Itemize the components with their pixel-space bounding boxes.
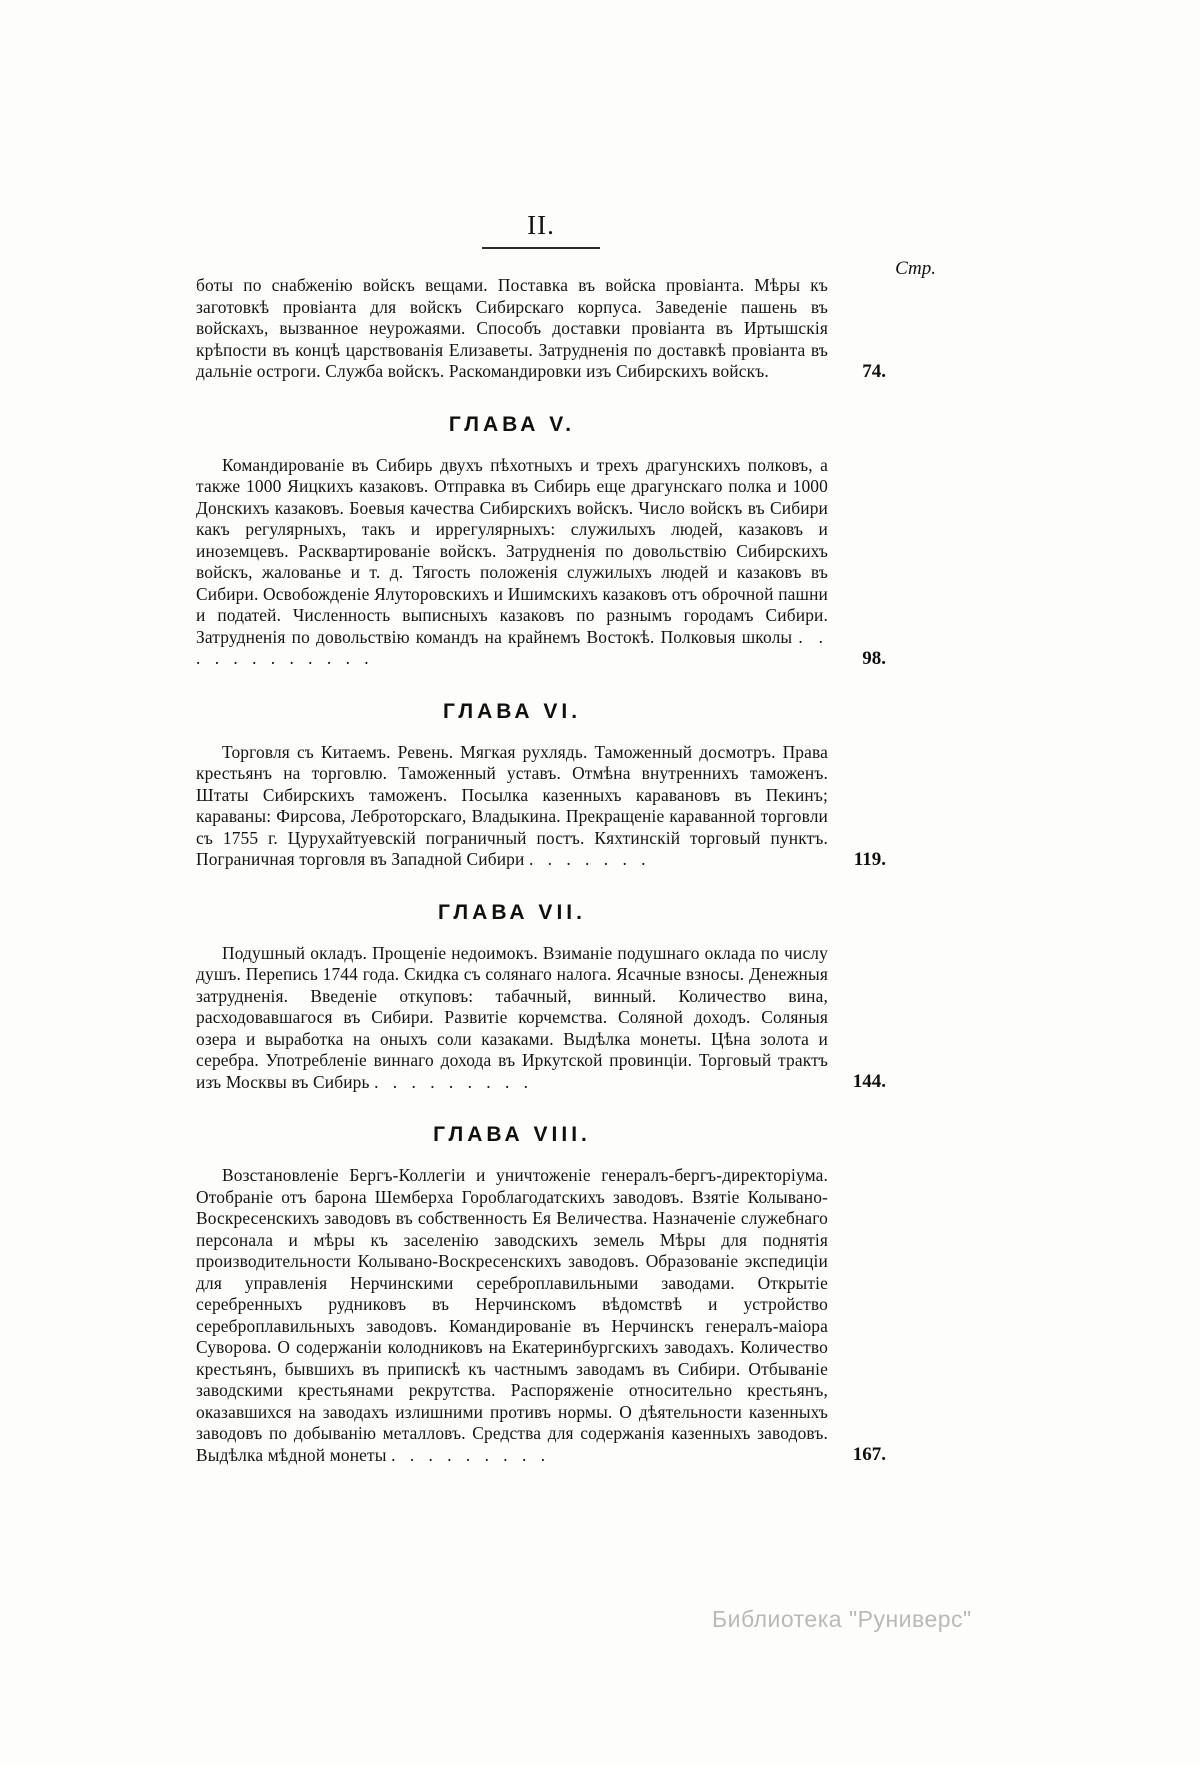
toc-entry-page-number: 144. — [852, 1071, 886, 1092]
toc-entry-text — [196, 943, 886, 1094]
toc-entry-page-number: 119. — [853, 848, 886, 870]
toc-entry-description: Торговля съ Китаемъ. Ревень. Мягкая рухлядь. Таможенный досмотръ. Права крестьянъ на торговлю. Таможенный уставъ. Отмѣна внутреннихъ таможенъ. Штаты Сибирскихъ таможенъ. Посылка казенныхъ каравановъ въ Пекинъ; караваны: Фирсова, Леброторскаго, Владыкина. Прекращеніе караванной торговли съ 1755 г. Цурухайтуевскій пограничный постъ. Кяхтинскій торговый пунктъ. Пограничная торговля въ Западной Сибири — [196, 741, 828, 869]
toc-entry-text — [196, 1165, 886, 1466]
leader-dots: . . . . . . . . . — [391, 1444, 551, 1465]
column-header-page: Стр. — [895, 258, 936, 279]
toc-entry-page-number: 98. — [862, 647, 886, 669]
toc-entry-chapter-7 — [196, 943, 886, 1094]
table-of-contents — [196, 210, 936, 1476]
toc-entry-continued — [196, 275, 886, 383]
toc-entry-chapter-6 — [196, 742, 886, 871]
leader-dots: . . . . . . . . . . . . — [196, 626, 828, 668]
part-number: II. — [527, 210, 555, 240]
toc-entry-description: Подушный окладъ. Прощеніе недоимокъ. Взиманіе подушнаго оклада по числу душъ. Перепись 1744 года. Скидка съ солянаго налога. Ясачные взносы. Денежныя затрудненія. Введеніе откуповъ: табачный, винный. Количество вина, расходовавшагося въ Сибири. Развитіе корчемства. Соляной доходъ. Соляныя озера и выработка на оныхъ соли казаками. Выдѣлка монеты. Цѣна золота и серебра. Употребленіе виннаго дохода въ Иркутской провинціи. Торговый трактъ изъ Москвы въ Сибирь — [196, 942, 828, 1092]
toc-entry-text — [196, 455, 886, 670]
toc-entry-text — [196, 742, 886, 871]
toc-entry-description: боты по снабженію войскъ вещами. Поставка въ войска провіанта. Мѣры къ заготовкѣ провіанта для войскъ Сибирскаго корпуса. Заведеніе пашень въ войскахъ, вызванное неурожаями. Способъ доставки провіанта въ Иртышскія крѣпости въ концѣ царствованія Елизаветы. Затрудненія по доставкѣ провіанта въ дальніе остроги. Служба войскъ. Раскомандировки изъ Сибирскихъ войскъ — [196, 275, 828, 381]
chapter-heading-7: ГЛАВА VII. — [438, 900, 586, 924]
toc-entry-description: Командированіе въ Сибирь двухъ пѣхотныхъ и трехъ драгунскихъ полковъ, а также 1000 Яицкихъ казаковъ. Отправка въ Сибирь еще драгунскаго полка и 1000 Донскихъ казаковъ. Боевыя качества Сибирскихъ войскъ. Число войскъ въ Сибири какъ регулярныхъ, такъ и иррегулярныхъ: служилыхъ людей, казаковъ и иноземцевъ. Расквартированіе войскъ. Затрудненія по довольствію Сибирскихъ войскъ, жалованье и т. д. Тягость положенія служилыхъ людей и казаковъ въ Сибири. Освобожденіе Ялуторовскихъ и Ишимскихъ казаковъ отъ оброчной пашни и податей. Численность выписныхъ казаковъ по разнымъ городамъ Сибири. Затрудненія по довольствію командъ на крайнемъ Востокѣ. Полковыя школы — [196, 454, 828, 647]
chapter-heading-5: ГЛАВА V. — [448, 412, 576, 436]
toc-entry-description: Возстановленіе Бергъ-Коллегіи и уничтоженіе генералъ-бергъ-директоріума. Отобраніе отъ барона Шемберха Гороблагодатскихъ заводовъ. Взятіе Колывано-Воскресенскихъ заводовъ въ собственность Ея Величества. Назначеніе служебнаго персонала и мѣры къ заселенію заводскихъ земель Мѣры для поднятія производительности Колывано-Воскресенскихъ заводовъ. Образованіе экспедиціи для управленія Нерчинскими сереброплавильными заводами. Открытіе серебренныхъ рудниковъ въ Нерчинскомъ вѣдомствѣ и устройство сереброплавильныхъ заводовъ. Командированіе въ Нерчинскъ генералъ-маіора Суворова. О содержаніи колодниковъ на Екатеринбургскихъ заводахъ. Количество крестьянъ, бывшихъ въ припискѣ къ частнымъ заводамъ въ Сибири. Отбываніе заводскими крестьянами рекрутства. Распоряженіе относительно крестьянъ, оказавшихся на заводахъ излишними противъ нормы. О дѣятельности казенныхъ заводовъ по добыванію металловъ. Средства для содержанія казенныхъ заводовъ. Выдѣлка мѣдной монеты — [196, 1165, 828, 1465]
toc-entry-chapter-5 — [196, 455, 886, 670]
library-watermark: Библиотека "Руниверс" — [712, 1606, 972, 1632]
leader-dots: . . . . . . . . . — [374, 1071, 534, 1092]
chapter-heading-8: ГЛАВА VIII. — [433, 1123, 591, 1146]
toc-entry-chapter-8 — [196, 1165, 886, 1466]
toc-entry-page-number: 167. — [852, 1444, 886, 1465]
header-divider — [482, 247, 600, 249]
leader-dots: . — [764, 361, 774, 381]
toc-entry-page-number: 74. — [862, 360, 886, 382]
toc-entry-text — [196, 275, 886, 383]
chapter-heading-6: ГЛАВА VI. — [442, 699, 582, 723]
leader-dots: . . . . . . . — [528, 849, 651, 869]
